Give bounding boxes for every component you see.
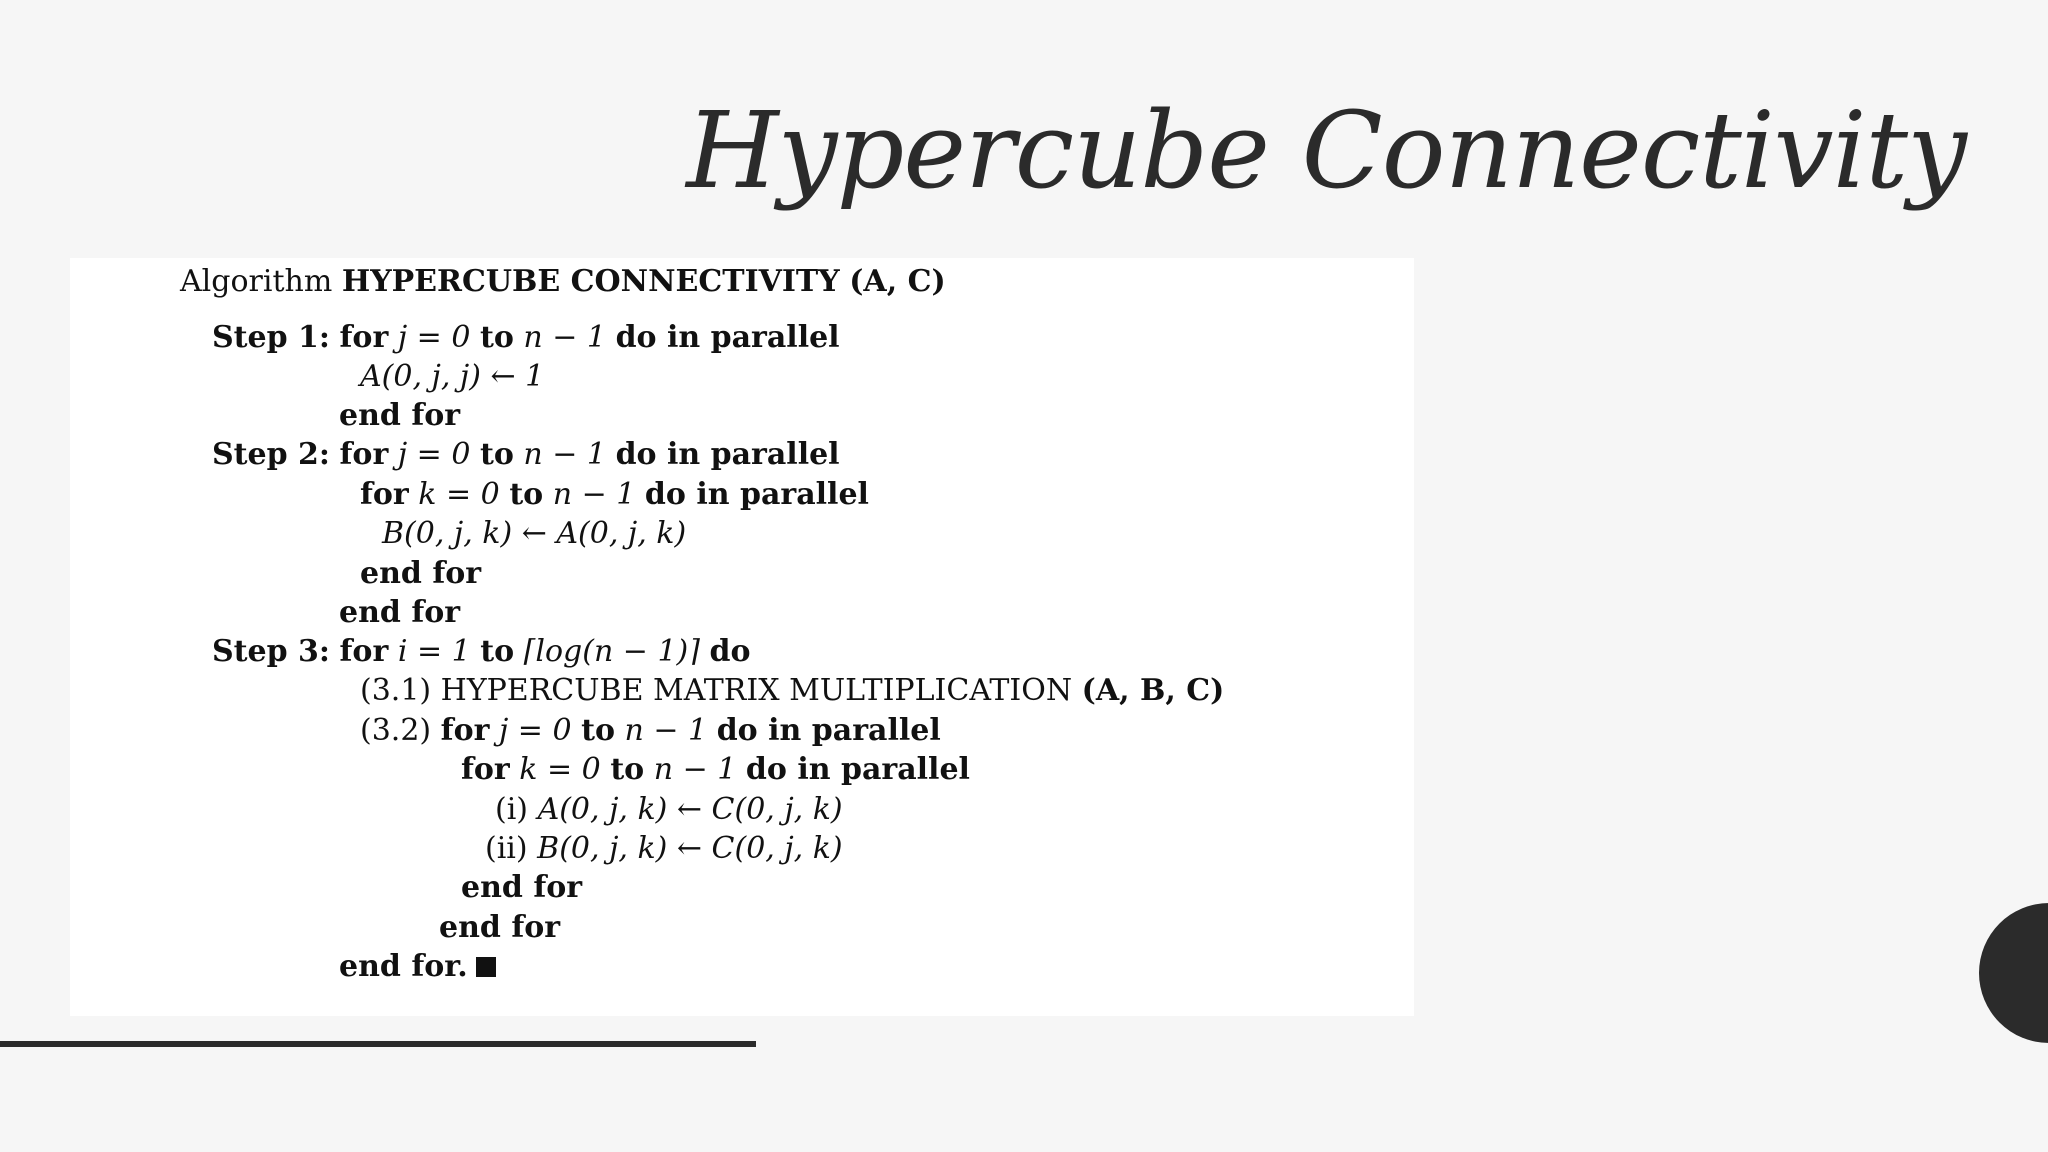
step3-loop-end: ⌈log(n − 1)⌉ xyxy=(523,634,700,669)
step3-line xyxy=(212,634,751,670)
step2-inner-var: k = 0 xyxy=(418,477,500,512)
step3-for-keyword: for xyxy=(339,634,389,669)
algorithm-args: (A, C) xyxy=(849,264,946,299)
algorithm-panel xyxy=(70,258,1414,1016)
decorative-circle xyxy=(1979,903,2048,1043)
bottom-rule xyxy=(0,1041,756,1047)
step3-inner-end-for: end for xyxy=(461,870,583,905)
step3-sub1-text: (3.1) HYPERCUBE MATRIX MULTIPLICATION xyxy=(360,673,1073,708)
step2-loop-end: n − 1 xyxy=(523,437,607,472)
step1-label: Step 1: xyxy=(212,320,330,355)
step3-sub2-line xyxy=(360,713,941,749)
step3-sub2-end: n − 1 xyxy=(624,713,708,748)
step3-label: Step 3: xyxy=(212,634,330,669)
step3-sub2-end-for: end for xyxy=(439,910,561,945)
step3-item-i-text: A(0, j, k) ← C(0, j, k) xyxy=(537,792,843,827)
step3-inner-to-keyword: to xyxy=(610,752,645,787)
qed-square-icon xyxy=(476,957,496,977)
slide-title: Hypercube Connectivity xyxy=(686,89,1966,212)
step3-item-i xyxy=(495,792,843,828)
step2-for-keyword: for xyxy=(339,437,389,472)
step2-inner-do-keyword: do in parallel xyxy=(644,477,869,512)
step2-inner-end-for: end for xyxy=(360,556,482,591)
step3-item-ii-text: B(0, j, k) ← C(0, j, k) xyxy=(537,831,843,866)
step3-sub2-number: (3.2) xyxy=(360,713,432,748)
algorithm-keyword: Algorithm xyxy=(180,264,333,299)
step3-inner-for-keyword: for xyxy=(461,752,510,787)
step3-sub2-for-keyword: for xyxy=(440,713,490,748)
step3-inner-line xyxy=(461,752,970,788)
step3-sub2-do-keyword: do in parallel xyxy=(716,713,941,748)
step3-sub1-line xyxy=(360,673,1224,709)
step2-loop-var: j = 0 xyxy=(397,437,471,472)
step3-sub2-var: j = 0 xyxy=(498,713,572,748)
step3-inner-do-keyword: do in parallel xyxy=(745,752,970,787)
step3-do-keyword: do xyxy=(709,634,751,669)
algorithm-name: HYPERCUBE CONNECTIVITY xyxy=(341,264,840,299)
step3-end-for xyxy=(339,949,496,985)
step3-inner-end: n − 1 xyxy=(653,752,737,787)
step2-do-keyword: do in parallel xyxy=(615,437,840,472)
step3-to-keyword: to xyxy=(480,634,515,669)
step1-loop-var: j = 0 xyxy=(397,320,471,355)
step3-item-ii-number: (ii) xyxy=(485,831,528,866)
step1-line xyxy=(212,320,840,356)
step3-sub1-args: (A, B, C) xyxy=(1081,673,1225,708)
step2-end-for: end for xyxy=(339,595,461,630)
step1-to-keyword: to xyxy=(479,320,514,355)
step1-end-for: end for xyxy=(339,398,461,433)
algorithm-header xyxy=(180,264,946,300)
step1-do-keyword: do in parallel xyxy=(615,320,840,355)
step1-for-keyword: for xyxy=(339,320,389,355)
step3-inner-var: k = 0 xyxy=(519,752,601,787)
step3-item-ii xyxy=(485,831,843,867)
step2-inner-for-keyword: for xyxy=(360,477,409,512)
step2-line xyxy=(212,437,840,473)
step2-to-keyword: to xyxy=(479,437,514,472)
step2-inner-end: n − 1 xyxy=(552,477,636,512)
step1-body: A(0, j, j) ← 1 xyxy=(360,359,545,394)
step1-loop-end: n − 1 xyxy=(523,320,607,355)
step3-item-i-number: (i) xyxy=(495,792,529,827)
step2-body: B(0, j, k) ← A(0, j, k) xyxy=(382,516,687,551)
step2-inner-to-keyword: to xyxy=(509,477,544,512)
step2-label: Step 2: xyxy=(212,437,330,472)
step3-loop-var: i = 1 xyxy=(397,634,471,669)
step2-inner-line xyxy=(360,477,869,513)
step3-sub2-to-keyword: to xyxy=(581,713,615,748)
step3-end-for-text: end for. xyxy=(339,949,468,984)
